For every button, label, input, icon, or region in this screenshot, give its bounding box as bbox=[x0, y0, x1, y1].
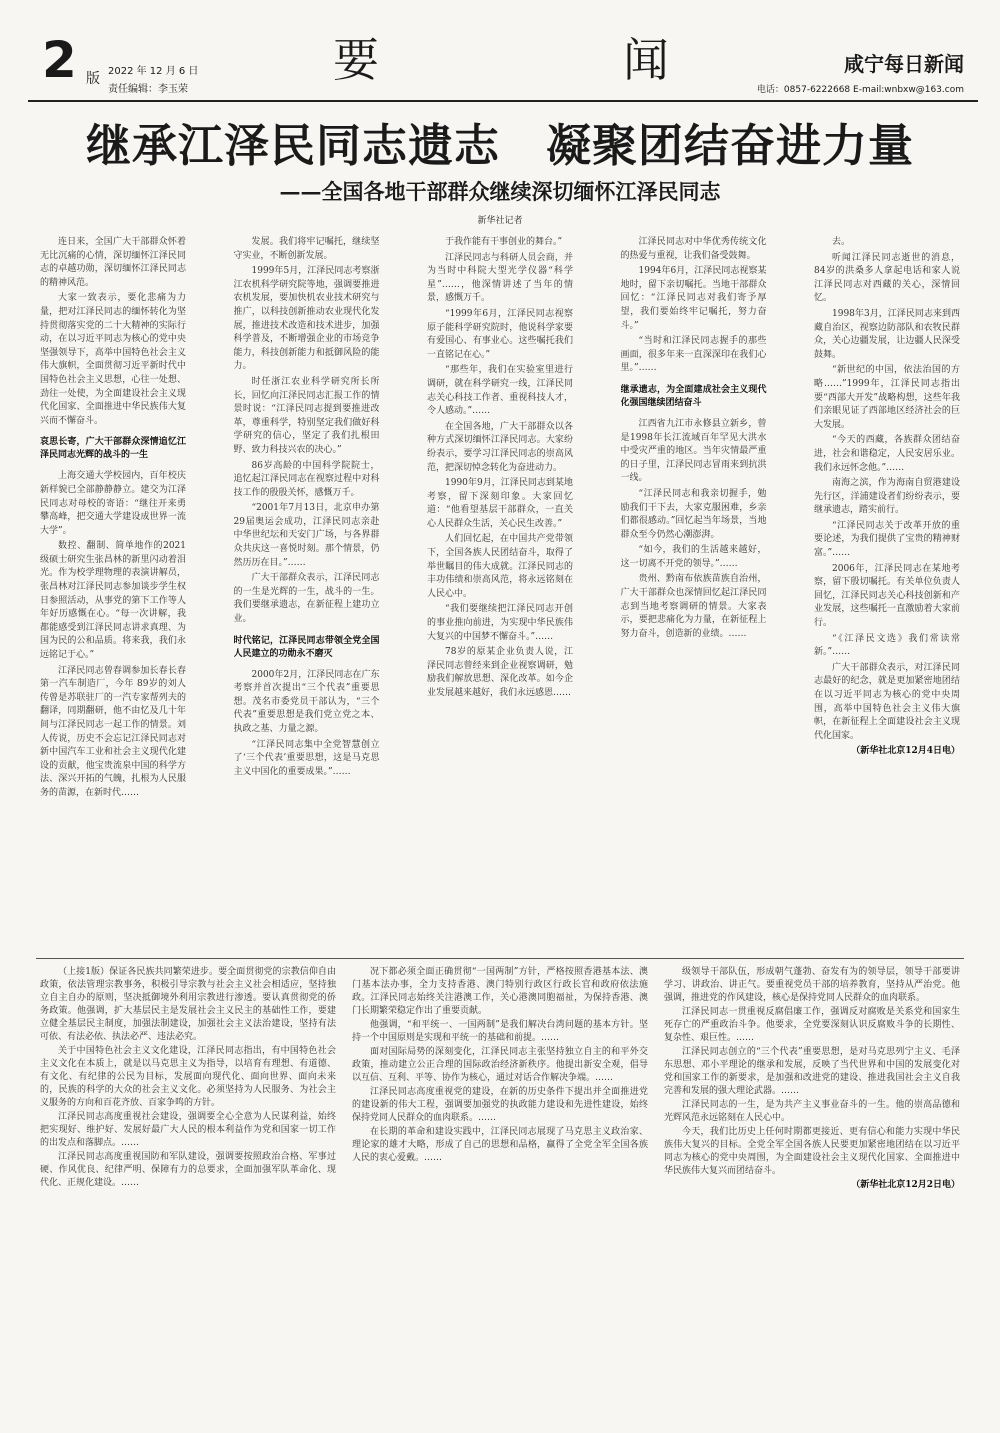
paragraph: “如今，我们的生活越来越好，这一切离不开党的领导。”…… bbox=[620, 545, 767, 569]
article-divider bbox=[36, 958, 964, 959]
paragraph: 78岁的原某企业负责人说，江泽民同志曾经来到企业视察调研，勉励我们解放思想、深化改革。如今企业发展越来越好，我们永远感恩…… bbox=[427, 647, 573, 698]
section-title-char: 闻 bbox=[623, 33, 673, 87]
paragraph: 1994年6月，江泽民同志视察某地时，留下亲切嘱托。当地干部群众回忆：“江泽民同志对我们寄予厚望，我们要始终牢记嘱托，努力奋斗。” bbox=[620, 266, 767, 331]
paragraph: 2000年2月，江泽民同志在广东考察并首次提出“三个代表”重要思想。茂名市委党员干部认为，“三个代表”重要思想是我们党立党之本、执政之基、力量之源。 bbox=[233, 669, 380, 734]
text-column bbox=[40, 236, 186, 951]
section-title bbox=[328, 30, 678, 90]
article-subheadline: ——全国各地干部群众继续深切缅怀江泽民同志 bbox=[279, 179, 721, 204]
paragraph: 数控、翻制、简单地作的2021级硕士研究生张昌林的新里闪动着泪光。作为校学理物理的表演讲解员，张昌林对江泽民同志参加谈步学生权日参照活动，从事党的第下工作等人年好历感慨在心。“每一次讲解，我都能感受到江泽民同志讲求真理、为国为民的公和品质。将来我，我们永远铭记于心。” bbox=[40, 541, 186, 661]
paragraph: 况下都必须全面正确贯彻“一国两制”方针，严格按照香港基本法、澳门基本法办事，全力支持香港、澳门特别行政区行政长官和政府依法施政。江泽民同志始终关注港澳工作，关心港澳同胞福祉，为保持香港、澳门长期繁荣稳定作出了重要贡献。 bbox=[352, 967, 648, 1016]
paragraph: 于我作能有干事创业的舞台。” bbox=[445, 237, 563, 247]
paragraph: 江泽民同志曾春调参加长春长春第一汽车制造厂，今年 89岁的刘人传曾是苏联驻厂的一汽专家帮列夫的翻译，同期翻研，他不由忆及几十年间与江泽民同志一起工作的情景。刘人传说，历史不会忘记江泽民同志对新中国汽车工业和社会主义现代化建设的贡献，他宝贵流泉中国的科学方法、深兴开拓的气魄，扎根为人民服务的苗源，在新时代…… bbox=[40, 665, 186, 798]
paragraph: 在长期的革命和建设实践中，江泽民同志展现了马克思主义政治家、理论家的雄才大略，形成了自己的思想和品格，赢得了全党全军全国各族人民的衷心爱戴。…… bbox=[352, 1127, 648, 1163]
paragraph: （上接1版）保证各民族共同繁荣进步。要全面贯彻党的宗教信仰自由政策，依法管理宗教事务，积极引导宗教与社会主义社会相适应，坚持独立自主自办的原则，坚决抵御境外利用宗教进行渗透。要认真贯彻党的侨务政策。他强调，扩大基层民主是发展社会主义民主的基础性工作，要建立健全基层民主制度，加强法制建设，加强社会主义法治建设，坚持有法可依、有法必依、执法必严、违法必究。 bbox=[40, 967, 336, 1042]
article-signature: （新华社北京12月4日电） bbox=[851, 746, 960, 757]
paragraph: 去。 bbox=[832, 237, 851, 247]
section-title-char: 要 bbox=[333, 33, 383, 87]
newspaper-contact: 电话：0857-6222668 E-mail:wnbxw@163.com bbox=[756, 85, 964, 95]
paragraph: “江泽民同志和我亲切握手，勉励我们干下去，大家克服困难，乡亲们都很感动。”回忆起当年场景，当地群众至今仍然心潮澎湃。 bbox=[620, 488, 767, 540]
paragraph: 连日来，全国广大干部群众怀着无比沉痛的心情，深切缅怀江泽民同志的卓越功勋，深切缅怀江泽民同志的精神风范。 bbox=[40, 237, 186, 288]
paragraph: “新世纪的中国，依法治国的方略……”1999年，江泽民同志指出要“西部大开发”战略构想，这些年我们亲眼见证了西部地区经济社会的巨大发展。 bbox=[814, 365, 960, 430]
text-column bbox=[621, 236, 767, 951]
article-signature: （新华社北京12月2日电） bbox=[851, 1180, 960, 1190]
paragraph: 江泽民同志高度重视社会建设，强调要全心全意为人民谋利益，始终把实现好、维护好、发展好最广大人民的根本利益作为党和国家一切工作的出发点和落脚点。…… bbox=[40, 1112, 336, 1148]
text-column bbox=[40, 966, 336, 1398]
masthead bbox=[28, 30, 978, 102]
paragraph: “1999年6月，江泽民同志视察原子能科学研究院时，他说科学家要有爱国心、有事业心。这些嘱托我们一直铭记在心。” bbox=[427, 308, 573, 360]
paragraph: “2001年7月13日，北京申办第29届奥运会成功，江泽民同志亲赴中华世纪坛和天安门广场，与各界群众共庆这一喜悦时刻。那个情景，仍然历历在目。”…… bbox=[233, 503, 380, 568]
editor-line: 责任编辑：李玉荣 bbox=[108, 84, 188, 95]
paragraph: 他强调，“和平统一、一国两制”是我们解决台湾问题的基本方针。坚持一个中国原则是实现和平统一的基础和前提。…… bbox=[352, 1020, 648, 1043]
paragraph: “江泽民同志关于改革开放的重要论述，为我们提供了宝贵的精神财富。”…… bbox=[814, 520, 960, 559]
paragraph: “当时和江泽民同志握手的那些画面，很多年来一直深深印在我们心里。”…… bbox=[620, 336, 767, 374]
paragraph: 广大干部群众表示，江泽民同志的一生是光辉的一生，战斗的一生。我们要继承遗志，在新征程上建功立业。 bbox=[233, 573, 380, 625]
paragraph: 听闻江泽民同志逝世的消息，84岁的洪桑多人拿起电话和家人说江泽民同志对西藏的关心，深情回忆。 bbox=[814, 252, 960, 304]
paragraph: 江泽民同志高度重视国防和军队建设，强调要按照政治合格、军事过硬、作风优良、纪律严明、保障有力的总要求，全面加强军队革命化、现代化、正规化建设。…… bbox=[40, 1152, 336, 1188]
section-subtitle: 时代铭记，江泽民同志带领全党全国人民建立的功勋永不磨灭 bbox=[233, 635, 380, 659]
page-unit: 版 bbox=[86, 71, 100, 87]
paragraph: 南海之滨，作为海南自贸港建设先行区，洋浦建设者们纷纷表示，要继承遗志，踏实前行。 bbox=[814, 478, 960, 516]
paragraph: “江泽民同志集中全党智慧创立了‘三个代表’重要思想，这是马克思主义中国化的重要成果。”…… bbox=[233, 739, 380, 777]
article-headline: 继承江泽民同志遗志 凝聚团结奋进力量 bbox=[85, 119, 914, 172]
paragraph: 1990年9月，江泽民同志到某地考察，留下深刻印象。大家回忆道：“他看望基层干部群众，一直关心人民群众生活，关心民生改善。” bbox=[427, 478, 573, 529]
page-number: 2 bbox=[42, 31, 77, 89]
paragraph: “那些年，我们在实验室里进行调研，就在科学研究一线，江泽民同志关心科技工作者、重视科技人才，令人感动。”…… bbox=[427, 365, 573, 417]
paragraph: 广大干部群众表示，对江泽民同志最好的纪念，就是更加紧密地团结在以习近平同志为核心的党中央周围，高举中国特色社会主义伟大旗帜，在新征程上全面建设社会主义现代化国家。 bbox=[814, 662, 960, 741]
paragraph: 江泽民同志创立的“三个代表”重要思想，是对马克思列宁主义、毛泽东思想、邓小平理论的继承和发展，反映了当代世界和中国的发展变化对党和国家工作的新要求，是加强和改进党的建设、推进我国社会主义自我完善和发展的强大理论武器。…… bbox=[664, 1047, 960, 1096]
top-article-body bbox=[40, 236, 960, 951]
paragraph: 1999年5月，江泽民同志考察浙江农机科学研究院等地，强调要推进农机发展，要加快机农业技术研究与推广，以科技创新推动农业现代化发展，推进技术改造和技术进步，加强科学普及，不断增强企业的市场竞争能力，科技创新能力和抵御风险的能力。 bbox=[233, 266, 380, 372]
paragraph: 上海交通大学校园内，百年校庆新样貌已全部静静静立。建交为江泽民同志对母校的寄语：“继往开来勇攀高峰，把交通大学建设成世界一流大学”。 bbox=[40, 471, 186, 536]
paragraph: 贵州、黔南布依族苗族自治州，广大干部群众也深情回忆起江泽民同志到当地考察调研的情景。大家表示，要把悲痛化为力量，在新征程上努力奋斗，创造新的业绩。…… bbox=[620, 574, 767, 639]
paragraph: “我们要继续把江泽民同志开创的事业推向前进，为实现中华民族伟大复兴的中国梦不懈奋斗。”…… bbox=[427, 604, 573, 642]
publication-date: 2022 年 12 月 6 日 bbox=[108, 66, 199, 77]
paragraph: 发展。我们将牢记嘱托，继续坚守实业，不断创新发展。 bbox=[233, 237, 380, 261]
paragraph: “今天的西藏，各族群众团结奋进，社会和谐稳定，人民安居乐业。我们永远怀念他。”…… bbox=[814, 435, 960, 473]
paragraph: 江泽民同志高度重视党的建设，在新的历史条件下提出并全面推进党的建设新的伟大工程，强调要加强党的执政能力建设和先进性建设，始终保持党同人民群众的血肉联系。…… bbox=[352, 1087, 648, 1123]
paragraph: 在全国各地，广大干部群众以各种方式深切缅怀江泽民同志。大家纷纷表示，要学习江泽民同志的崇高风范，把深切悼念转化为奋进动力。 bbox=[427, 421, 573, 473]
paragraph: 今天，我们比历史上任何时期都更接近、更有信心和能力实现中华民族伟大复兴的目标。全党全军全国各族人民要更加紧密地团结在以习近平同志为核心的党中央周围，为全面建设社会主义现代化国家、全面推进中华民族伟大复兴而团结奋斗。 bbox=[664, 1127, 960, 1176]
text-column bbox=[352, 966, 648, 1398]
paragraph: 面对国际局势的深刻变化，江泽民同志主张坚持独立自主的和平外交政策，推动建立公正合理的国际政治经济新秩序。他提出新安全观，倡导以互信、互利、平等、协作为核心，通过对话合作解决争端。…… bbox=[352, 1047, 648, 1083]
section-subtitle: 继承遗志，为全面建成社会主义现代化强国继续团结奋斗 bbox=[620, 384, 767, 408]
paragraph: 大家一致表示，要化悲痛为力量，把对江泽民同志的缅怀转化为坚持贯彻落实党的二十大精神的实际行动，在以习近平同志为核心的党中央坚强领导下，高举中国特色社会主义伟大旗帜，全面贯彻习近平新时代中国特色社会主义思想，心往一处想、劲往一处使，为全面建设社会主义现代化国家、全面推进中华民族伟大复兴而不懈奋斗。 bbox=[40, 293, 186, 426]
paragraph: 江泽民同志与科研人员会商，并为当时中科院大型光学仪器“科学星”……，他深情讲述了当年的情景，感慨万千。 bbox=[427, 252, 573, 304]
section-subtitle: 哀思长寄，广大干部群众深情追忆江泽民同志光辉的战斗的一生 bbox=[40, 437, 186, 461]
paragraph: 关于中国特色社会主义文化建设，江泽民同志指出，有中国特色社会主义文化在本质上，就是以马克思主义为指导，以培育有理想、有道德、有文化、有纪律的公民为目标，发展面向现代化、面向世界、面向未来的，民族的科学的大众的社会主义文化。必须坚持为人民服务、为社会主义服务的方向和百花齐放、百家争鸣的方针。 bbox=[40, 1046, 336, 1108]
text-column bbox=[234, 236, 380, 951]
paragraph: 1998年3月，江泽民同志来到西藏自治区，视察边防部队和农牧民群众，关心边疆发展，让边疆人民深受鼓舞。 bbox=[814, 308, 960, 360]
paragraph: 人们回忆起，在中国共产党带领下，全国各族人民团结奋斗，取得了举世瞩目的伟大成就。江泽民同志的丰功伟绩和崇高风范，将永远铭刻在人民心中。 bbox=[427, 534, 573, 599]
article-byline: 新华社记者 bbox=[477, 216, 523, 226]
bottom-article-body bbox=[40, 966, 960, 1398]
paragraph: 86岁高龄的中国科学院院士，追忆起江泽民同志在视察过程中对科技工作的殷殷关怀，感慨万千。 bbox=[233, 460, 380, 498]
text-column bbox=[814, 236, 960, 951]
paragraph: 时任浙江农业科学研究所长所长，回忆向江泽民同志汇报工作的情景时说：“江泽民同志提到要推进改革，尊重科学，特别坚定我们做好科学研究的信心，坚定了我们扎根田野、致力科技兴农的决心。” bbox=[233, 376, 380, 455]
paragraph: 级领导干部队伍，形成朝气蓬勃、奋发有为的领导层，领导干部要讲学习、讲政治、讲正气。要重视党员干部的培养教育，坚持从严治党。他强调，推进党的作风建设，核心是保持党同人民群众的血肉联系。 bbox=[664, 967, 960, 1003]
text-column bbox=[664, 966, 960, 1398]
paragraph: 2006年，江泽民同志在某地考察，留下殷切嘱托。有关单位负责人回忆，江泽民同志关心科技创新和产业发展，这些嘱托一直激励着大家前行。 bbox=[814, 563, 960, 629]
paragraph: 江西省九江市永修县立新乡，曾是1998年长江流域百年罕见大洪水中受灾严重的地区。当年灾情最严重的日子里，江泽民同志冒雨来到抗洪一线。 bbox=[620, 418, 767, 484]
paragraph: 江泽民同志对中华优秀传统文化的热爱与重视，让我们备受鼓舞。 bbox=[620, 237, 767, 261]
newspaper-name: 咸宁每日新闻 bbox=[844, 52, 964, 76]
paragraph: “《江泽民文选》我们常读常新。”…… bbox=[814, 633, 960, 658]
text-column bbox=[427, 236, 573, 951]
paragraph: 江泽民同志一贯重视反腐倡廉工作，强调反对腐败是关系党和国家生死存亡的严重政治斗争。他要求，全党要深刻认识反腐败斗争的长期性、复杂性、艰巨性。…… bbox=[664, 1007, 960, 1043]
paragraph: 江泽民同志的一生，是为共产主义事业奋斗的一生。他的崇高品德和光辉风范永远铭刻在人民心中。 bbox=[664, 1100, 960, 1123]
